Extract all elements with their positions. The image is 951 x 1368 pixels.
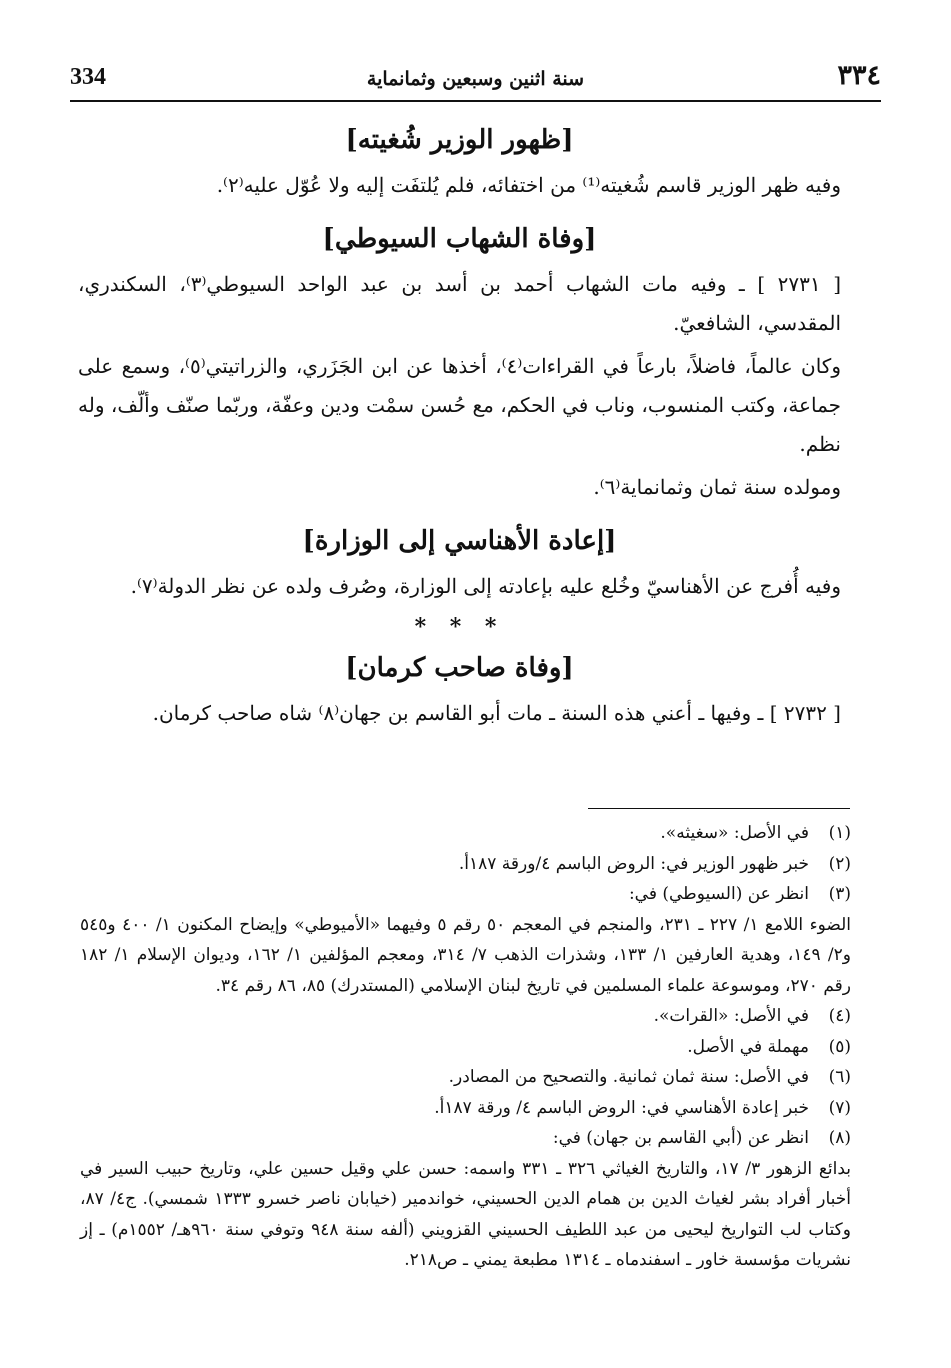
page-number-latin: 334 [70, 64, 106, 90]
footnote-continuation: الضوء اللامع ١/ ٢٢٧ ـ ٢٣١، والمنجم في المعجم ٥٠ رقم ٥ وفيهما «الأميوطي» وإيضاح المكنون ١/ ٤٠٠ و٥٤٥ و٢/ ١٤٩، وهدية العارفين ١/ ١٣٣، وشذرات الذهب ٧/ ٣١٤، ومعجم المؤلفين ١/ ١٦٢، وديوان الإسلام ١/ ١٨٢ رقم ٢٧٠، وموسوعة علماء المسلمين في تاريخ لبنان الإسلامي (المستدرك) ٨٥، ٨٦ رقم ٣٤. [80, 914, 851, 996]
footnote [80, 818, 851, 849]
footnote-text: في الأصل: «سغيثه». [660, 823, 809, 843]
section-heading: [إعادة الأهناسي إلى الوزارة] [302, 526, 617, 556]
footnotes [80, 818, 851, 1276]
paragraph: ومولده سنة ثمان وثمانماية⁽٦⁾. [593, 475, 841, 499]
section-separator-stars: * * * [414, 614, 505, 640]
footnote-number: (٣) [828, 884, 851, 904]
section-heading: [وفاة الشهاب السيوطي] [322, 224, 597, 254]
running-title: سنة اثنين وسبعين وثمانماية [366, 68, 585, 90]
footnote-rule [588, 808, 850, 809]
footnote [80, 1032, 851, 1063]
main-text [78, 120, 841, 737]
footnote [80, 1001, 851, 1032]
paragraph: وفيه ظهر الوزير قاسم شُغيته⁽¹⁾ من اختفائه، فلم يُلتفَت إليه ولا عُوّل عليه⁽٢⁾. [216, 173, 841, 197]
footnote-number: (٤) [828, 1006, 851, 1026]
footnote-number: (٧) [828, 1097, 851, 1118]
footnote-number: (٨) [828, 1128, 851, 1148]
footnote-text: انظر عن (أبي القاسم بن جهان) في: [552, 1128, 809, 1148]
paragraph: [ ٢٧٣١ ] ـ وفيه مات الشهاب أحمد بن أسد بن عبد الواحد السيوطي⁽٣⁾، السكندري، المقدسي، الشافعيّ. [78, 272, 841, 335]
footnote-text: خبر إعادة الأهناسي في: الروض الباسم ٤/ ورقة ١٨٧أ. [434, 1097, 809, 1118]
header-rule [70, 100, 881, 102]
footnote-text: انظر عن (السيوطي) في: [628, 884, 809, 904]
footnote-continuation: بدائع الزهور ٣/ ١٧، والتاريخ الغياثي ٣٢٦ ـ ٣٣١ واسمه: حسن علي وقيل حسين علي، وتاريخ حبيب السير في أخبار أفراد بشر لغياث الدين بن همام الدين الحسيني، خواندمير (خيابان ناصر خسرو ١٣٣٣ شمسي). ج٤/ ٨٧، وكتاب لب التواريخ ليحيى من عبد اللطيف الحسيني القزويني (ألفه سنة ٩٤٨ وتوفي سنة ٩٦٠هـ/ ١٥٥٢م) ـ إز نشريات مؤسسة خاور ـ اسفندماه ـ ١٣١٤ مطبعة يمني ـ ص٢١٨. [80, 1158, 851, 1270]
paragraph: [ ٢٧٣٢ ] ـ وفيها ـ أعني هذه السنة ـ مات أبو القاسم بن جهان⁽٨⁾ شاه صاحب كرمان. [152, 701, 841, 725]
footnote [80, 1062, 851, 1093]
footnote [80, 1123, 851, 1154]
footnote-number: (٢) [828, 853, 851, 874]
page-number-arabic: ٣٣٤ [837, 60, 881, 91]
footnote-text: مهملة في الأصل. [687, 1036, 809, 1057]
paragraph: وكان عالماً، فاضلاً، بارعاً في القراءات⁽٤⁾، أخذها عن ابن الجَزَري، والزراتيتي⁽٥⁾، وسمع على جماعة، وكتب المنسوب، وناب في الحكم، مع حُسن سمْت ودين وعفّة، وربّما صنّف وألّف، وله نظم. [78, 354, 841, 456]
footnote-text: خبر ظهور الوزير في: الروض الباسم ٤/ورقة ١٨٧أ. [458, 853, 809, 874]
page-header [70, 58, 881, 102]
footnote-text: في الأصل: «القرات». [653, 1006, 809, 1026]
footnote-number: (١) [828, 823, 851, 843]
footnote [80, 849, 851, 880]
paragraph: وفيه أُفرج عن الأهناسيّ وخُلع عليه بإعادته إلى الوزارة، وصُرف ولده عن نظر الدولة⁽٧⁾. [130, 574, 841, 598]
section-heading: [ظهور الوزير شُغيته] [345, 125, 574, 155]
footnote [80, 879, 851, 910]
footnote [80, 1093, 851, 1124]
section-heading: [وفاة صاحب كرمان] [345, 653, 574, 683]
footnote-number: (٥) [828, 1036, 851, 1057]
footnote-text: في الأصل: سنة ثمان ثمانية. والتصحيح من المصادر. [448, 1067, 809, 1087]
footnote-number: (٦) [828, 1067, 851, 1087]
